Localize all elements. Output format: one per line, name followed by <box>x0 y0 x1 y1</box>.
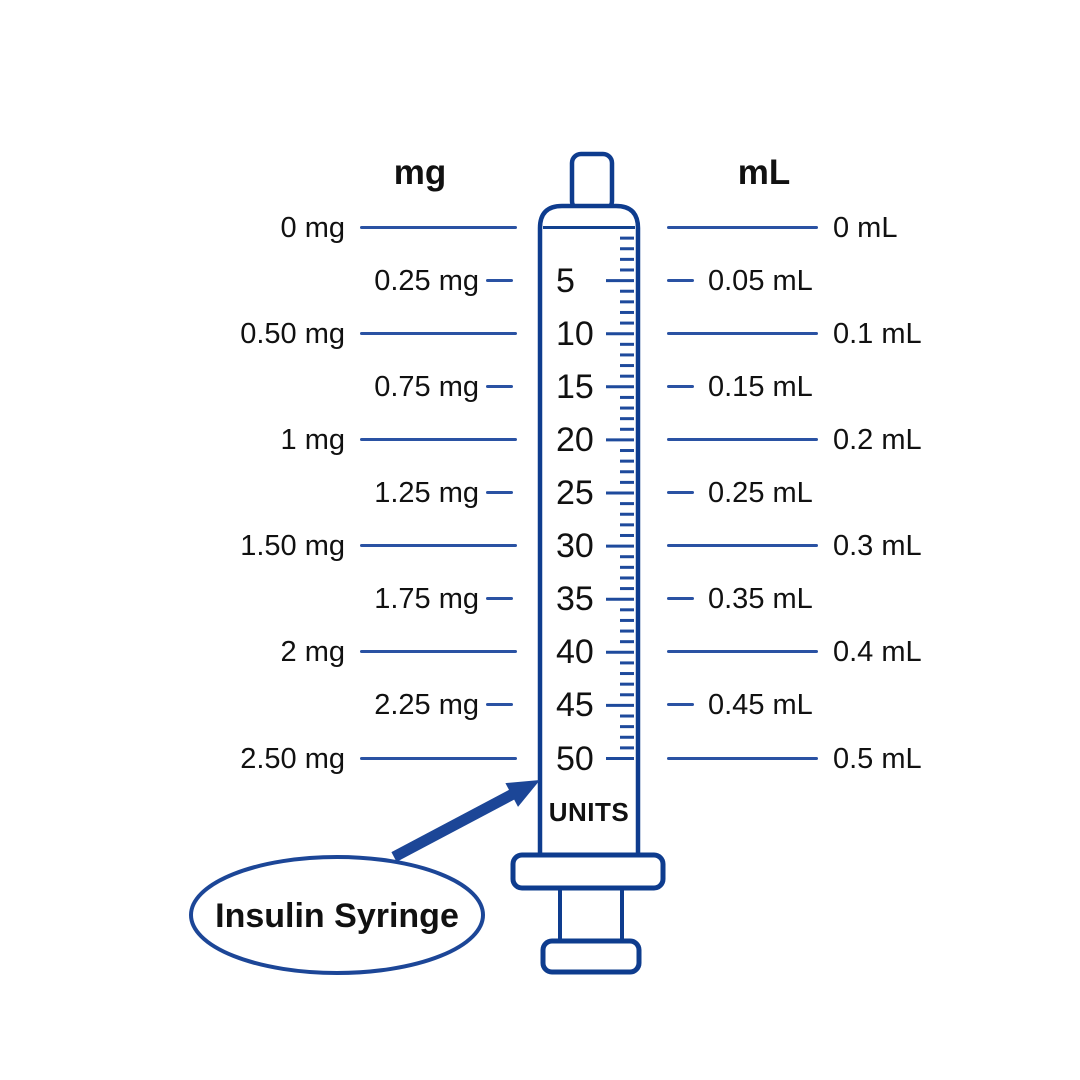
ml-value-label: 0.15 mL <box>708 370 813 403</box>
units-value-label: 5 <box>556 261 575 300</box>
ml-scale-line <box>667 544 818 547</box>
conversion-row <box>0 525 1080 567</box>
mg-scale-line <box>360 332 517 335</box>
mg-value-label: 2 mg <box>280 636 345 669</box>
ml-value-label: 0.35 mL <box>708 583 813 616</box>
mg-scale-line <box>360 650 517 653</box>
mg-scale-line <box>486 703 513 706</box>
conversion-row <box>0 366 1080 408</box>
mg-value-label: 1.50 mg <box>240 530 345 563</box>
units-scale-label: UNITS <box>548 797 630 827</box>
mg-scale-line <box>360 226 517 229</box>
mg-column-header: mg <box>393 153 447 192</box>
ml-scale-line <box>667 491 694 494</box>
mg-value-label: 0 mg <box>280 211 345 244</box>
conversion-row <box>0 207 1080 249</box>
plunger-end-cap <box>543 941 639 972</box>
ml-scale-line <box>667 385 694 388</box>
mg-value-label: 0.25 mg <box>374 264 479 297</box>
ml-scale-line <box>667 226 818 229</box>
conversion-row <box>0 260 1080 302</box>
mg-scale-line <box>486 491 513 494</box>
ml-value-label: 0.4 mL <box>833 636 922 669</box>
callout-arrow-shaft <box>394 794 513 857</box>
mg-scale-line <box>360 438 517 441</box>
conversion-row <box>0 472 1080 514</box>
mg-value-label: 2.25 mg <box>374 689 479 722</box>
mg-value-label: 1.75 mg <box>374 583 479 616</box>
ml-scale-line <box>667 757 818 760</box>
needle-hub <box>572 154 612 210</box>
units-value-label: 15 <box>556 367 594 406</box>
ml-scale-line <box>667 597 694 600</box>
ml-value-label: 0.05 mL <box>708 264 813 297</box>
mg-scale-line <box>360 757 517 760</box>
mg-scale-line <box>486 385 513 388</box>
conversion-row <box>0 684 1080 726</box>
conversion-row <box>0 578 1080 620</box>
mg-value-label: 0.75 mg <box>374 370 479 403</box>
ml-value-label: 0.25 mL <box>708 477 813 509</box>
mg-scale-line <box>486 279 513 282</box>
mg-value-label: 1 mg <box>280 423 345 456</box>
ml-value-label: 0.1 mL <box>833 317 922 350</box>
conversion-row <box>0 313 1080 355</box>
units-value-label: 20 <box>556 420 594 459</box>
callout-label: Insulin Syringe <box>215 897 459 935</box>
conversion-row <box>0 631 1080 673</box>
ml-scale-line <box>667 650 818 653</box>
units-value-label: 45 <box>556 686 594 725</box>
ml-value-label: 0.3 mL <box>833 530 922 563</box>
ml-scale-line <box>667 279 694 282</box>
units-value-label: 30 <box>556 527 594 566</box>
mg-value-label: 0.50 mg <box>240 317 345 350</box>
units-value-label: 35 <box>556 580 594 619</box>
units-value-label: 10 <box>556 314 594 353</box>
conversion-row <box>0 419 1080 461</box>
mg-value-label: 1.25 mg <box>374 477 479 509</box>
mg-scale-line <box>486 597 513 600</box>
units-value-label: 50 <box>556 739 594 778</box>
ml-scale-line <box>667 332 818 335</box>
units-value-label: 25 <box>556 474 594 512</box>
mg-value-label: 2.50 mg <box>240 742 345 775</box>
ml-scale-line <box>667 703 694 706</box>
ml-value-label: 0.5 mL <box>833 742 922 775</box>
conversion-row <box>0 738 1080 780</box>
mg-scale-line <box>360 544 517 547</box>
ml-column-header: mL <box>737 153 791 192</box>
ml-value-label: 0.45 mL <box>708 689 813 722</box>
units-value-label: 40 <box>556 633 594 672</box>
ml-value-label: 0.2 mL <box>833 423 922 456</box>
ml-scale-line <box>667 438 818 441</box>
ml-value-label: 0 mL <box>833 211 898 244</box>
finger-flange <box>513 855 663 888</box>
